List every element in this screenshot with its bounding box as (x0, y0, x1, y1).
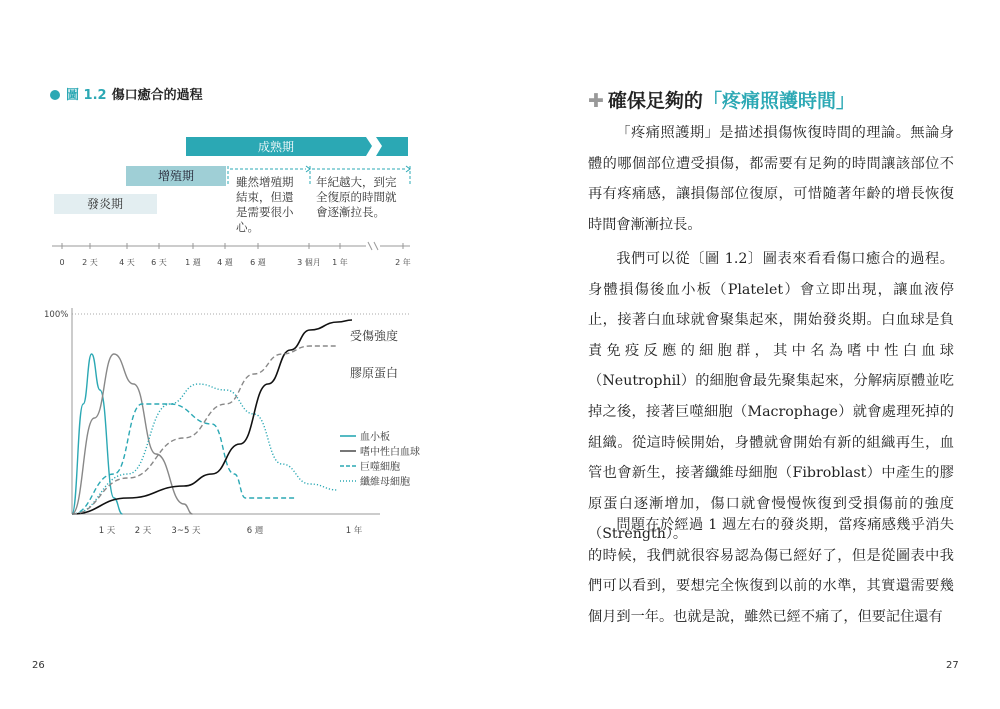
timeline-bar-proliferation-label: 增殖期 (157, 169, 195, 183)
legend-label: 巨噬細胞 (360, 462, 400, 473)
paragraph: 我們可以從〔圖 1.2〕圖表來看看傷口癒合的過程。身體損傷後血小板（Platelet）會立即出現，讓血液停止，接著白血球就會聚集起來，開始發炎期。白血球是負責免疫反應的細胞群，其中名為嗜中性白血球（Neutrophil）的細胞會最先聚集起來，分解病原體並吃掉之後，接著巨噬細胞（Macrophage）就會處理死掉的組織。從這時候開始，身體就會開始有新的組織再生，血管也會新生，接著纖維母細胞（Fibroblast）中產生的膠原蛋白逐漸增加，傷口就會慢慢恢復到受損傷前的強度（Strength）。 (588, 251, 954, 543)
axis-break-icon (368, 242, 378, 250)
note-line: 年紀越大，到完 (316, 175, 397, 189)
tick-label: 2 年 (395, 258, 411, 267)
note-line: 是需要很小 (236, 205, 294, 219)
note-proliferation (236, 175, 294, 234)
x-tick-label: 1 年 (345, 526, 363, 536)
paragraph: 問題在於經過 1 週左右的發炎期，當疼痛感幾乎消失的時候，我們就很容易認為傷已經好了，但是從圖表中我們可以看到，要想完全恢復到以前的水準，其實還需要幾個月到一年。也就是說，雖然已經不痛了，但要記住還有 (588, 517, 954, 625)
note-arrow-head-icon (306, 166, 310, 172)
legend-label: 血小板 (360, 432, 390, 443)
healing-line-chart (0, 290, 500, 550)
note-line: 結束，但還 (236, 190, 294, 204)
timeline-bar-maturation (186, 137, 408, 156)
tick-label: 3 個月 (297, 258, 321, 267)
page-number-right: 27 (946, 660, 959, 671)
x-tick-label: 2 天 (134, 526, 152, 536)
series-line-5 (72, 346, 338, 514)
tick-label: 1 年 (332, 258, 348, 267)
tick-label: 4 天 (119, 258, 135, 267)
note-line: 雖然增殖期 (236, 175, 294, 189)
tick-label: 0 (59, 258, 65, 267)
note-maturation (316, 175, 397, 219)
note-line: 會逐漸拉長。 (316, 205, 385, 219)
section-heading (588, 86, 855, 113)
timeline-bar-inflammation-label: 發炎期 (86, 197, 124, 211)
note-arrow-head-icon (406, 166, 410, 172)
x-tick-labels (99, 525, 363, 536)
tick-label: 2 天 (82, 258, 98, 267)
y-tick-label: 100% (44, 310, 69, 320)
heading-highlight: 「疼痛照護時間」 (702, 90, 855, 112)
figure-number: 圖 1.2 (66, 88, 107, 103)
series-line-1 (72, 354, 192, 514)
figure-caption: 傷口癒合的過程 (111, 88, 203, 103)
note-line: 全復原的時間就 (316, 190, 397, 204)
plus-icon: ✚ (588, 90, 604, 112)
paragraph: 「疼痛照護期」是描述損傷恢復時間的理論。無論身體的哪個部位遭受損傷，都需要有足夠的時間讓該部位不再有疼痛感，讓損傷部位復原，可惜隨著年齡的增長恢復時間會漸漸拉長。 (588, 125, 954, 233)
tick-label: 4 週 (217, 258, 233, 267)
annotation-collagen: 膠原蛋白 (350, 366, 399, 380)
tick-label: 6 週 (250, 258, 266, 267)
timeline-tick-labels (59, 257, 410, 267)
legend-label: 嗜中性白血球 (360, 447, 420, 458)
x-tick-label: 6 週 (246, 526, 264, 536)
page-number-left: 26 (32, 660, 45, 671)
x-tick-label: 1 天 (98, 526, 116, 536)
timeline-bar-maturation-label: 成熟期 (257, 140, 295, 154)
healing-timeline (0, 0, 500, 280)
series-line-4 (72, 320, 352, 514)
note-line: 心。 (236, 220, 259, 234)
tick-label: 1 週 (185, 258, 201, 267)
annotation-strength: 受傷強度 (350, 329, 399, 343)
series-layer (72, 320, 352, 514)
x-tick-label: 3~5 天 (171, 526, 201, 536)
right-page (500, 0, 1000, 709)
heading-prefix: 確保足夠的 (607, 90, 703, 112)
chart-legend (340, 430, 420, 488)
legend-label: 纖維母細胞 (360, 477, 410, 488)
tick-label: 6 天 (151, 258, 167, 267)
